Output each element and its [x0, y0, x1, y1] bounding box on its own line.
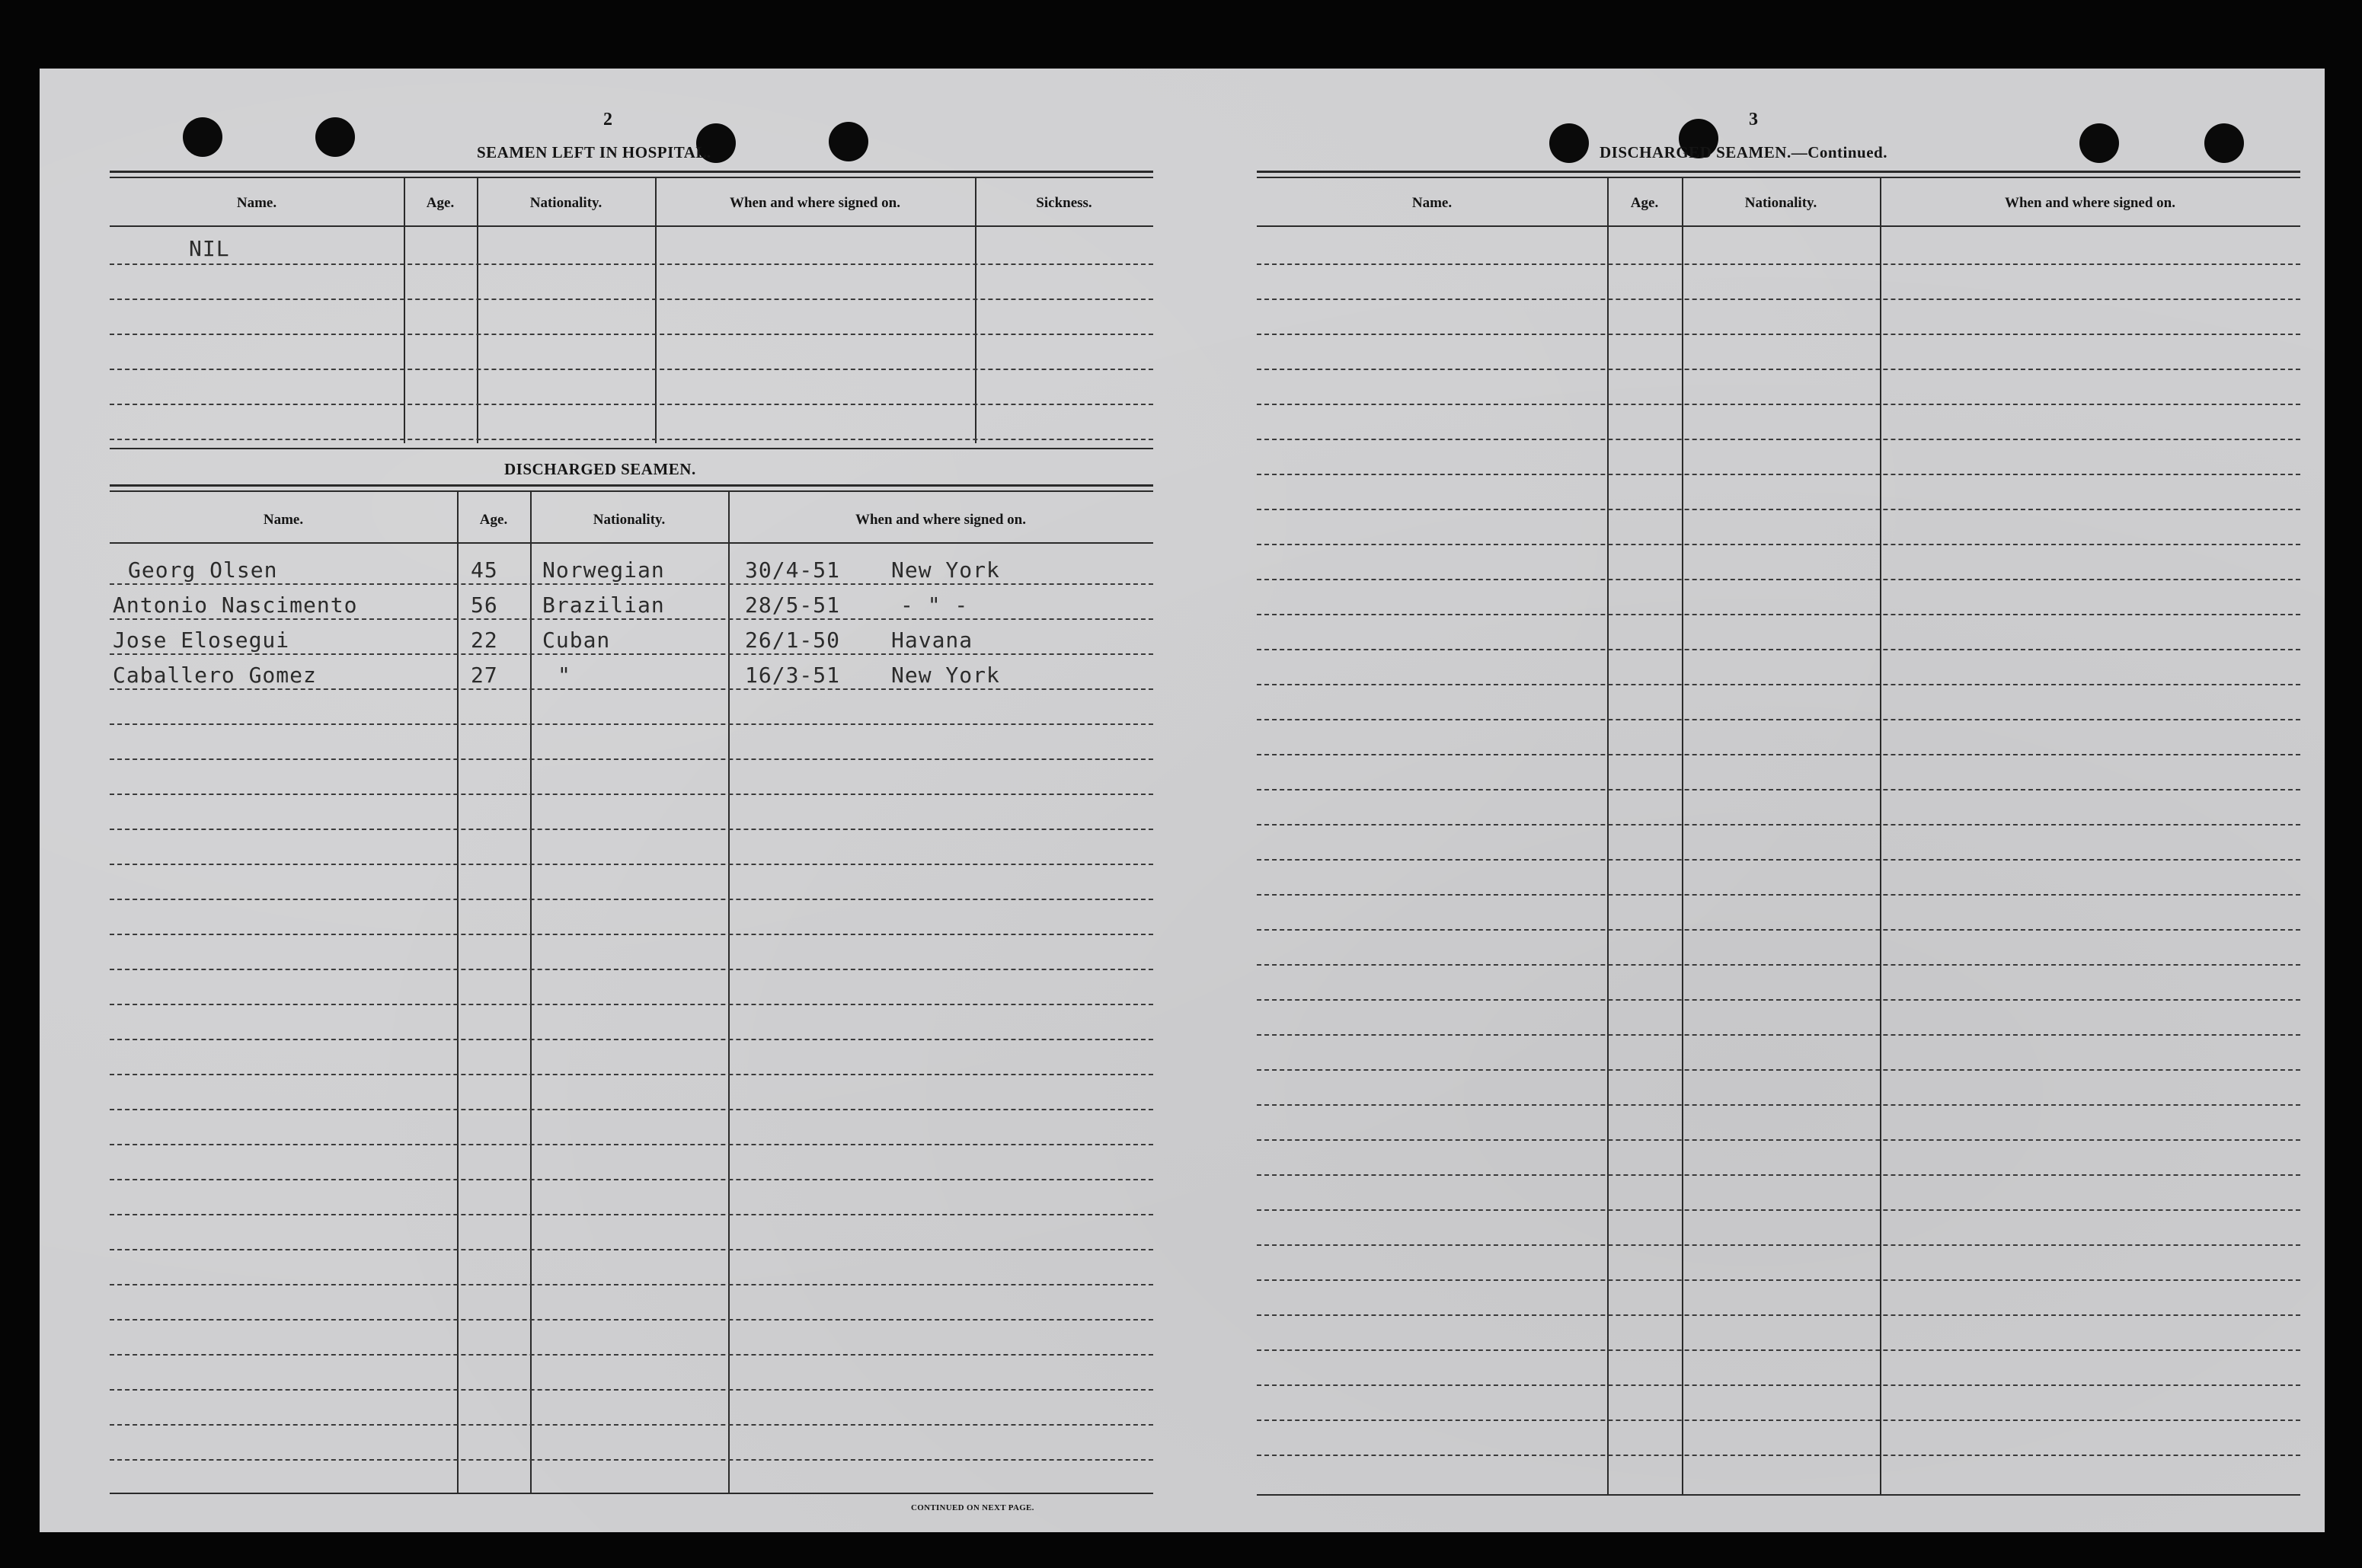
seaman-name: Caballero Gomez [113, 663, 317, 688]
entry-line [110, 934, 1153, 935]
entry-line [1257, 754, 2300, 755]
discharged-continued-heading: DISCHARGED SEAMEN.—Continued. [1600, 143, 1887, 161]
seaman-nationality: Norwegian [542, 557, 665, 583]
entry-line [110, 1179, 1153, 1180]
table-rule [1257, 177, 2300, 178]
table-rule [110, 490, 1153, 492]
column-header: When and where signed on. [2004, 195, 2175, 211]
entry-line [110, 688, 1153, 690]
table-rule [110, 225, 1153, 227]
column-header: Sickness. [1036, 195, 1092, 211]
table-rule [1257, 225, 2300, 227]
entry-line [110, 1109, 1153, 1110]
entry-line [110, 1249, 1153, 1250]
entry-line [1257, 334, 2300, 335]
punch-hole [315, 117, 355, 157]
seaman-age: 27 [471, 663, 498, 688]
entry-line [110, 899, 1153, 900]
entry-line [1257, 1349, 2300, 1351]
entry-line [110, 758, 1153, 760]
entry-line [110, 369, 1153, 370]
entry-line [110, 1004, 1153, 1005]
entry-line [110, 299, 1153, 300]
entry-line [110, 1284, 1153, 1285]
entry-line [110, 439, 1153, 440]
entry-line [1257, 369, 2300, 370]
seaman-age: 56 [471, 592, 498, 618]
left-page-number: 2 [603, 110, 612, 129]
column-divider [1880, 177, 1881, 1494]
column-header: When and where signed on. [729, 195, 900, 211]
entry-line [110, 829, 1153, 830]
entry-line [1257, 1069, 2300, 1071]
entry-line [110, 1039, 1153, 1040]
seaman-signed-date: 16/3-51 [745, 663, 841, 688]
entry-line [110, 1144, 1153, 1145]
seaman-signed-date: 30/4-51 [745, 557, 841, 583]
column-divider [1682, 177, 1683, 1494]
continued-footer: CONTINUED ON NEXT PAGE. [911, 1503, 1034, 1512]
entry-line [1257, 929, 2300, 931]
punch-hole [1549, 123, 1589, 163]
seaman-nationality: Brazilian [542, 592, 665, 618]
entry-line [1257, 859, 2300, 861]
entry-line [1257, 544, 2300, 545]
entry-line [1257, 404, 2300, 405]
column-header: Name. [263, 512, 304, 528]
entry-line [1257, 1174, 2300, 1176]
entry-line [1257, 1314, 2300, 1316]
table-rule [1257, 171, 2300, 173]
seaman-name: Jose Elosegui [113, 628, 290, 653]
seaman-nationality: " [558, 663, 571, 688]
table-rule [110, 448, 1153, 449]
seaman-nationality: Cuban [542, 628, 611, 653]
right-page-number: 3 [1749, 110, 1758, 129]
entry-line [1257, 789, 2300, 790]
entry-line [110, 794, 1153, 795]
entry-line [110, 583, 1153, 585]
punch-hole [2079, 123, 2119, 163]
entry-line [1257, 1034, 2300, 1036]
document-sheet [40, 69, 2325, 1532]
entry-line [110, 723, 1153, 725]
entry-line [1257, 999, 2300, 1001]
table-rule [110, 1493, 1153, 1494]
column-divider [530, 490, 532, 1494]
punch-hole [183, 117, 222, 157]
column-header: Age. [1630, 195, 1659, 211]
seaman-age: 22 [471, 628, 498, 653]
entry-line [1257, 1420, 2300, 1421]
seaman-signed-place: New York [891, 663, 1000, 688]
entry-line [1257, 1104, 2300, 1106]
entry-line [110, 1214, 1153, 1215]
entry-line [110, 969, 1153, 970]
column-header: Age. [426, 195, 455, 211]
seaman-signed-place: - " - [900, 592, 969, 618]
entry-line [110, 653, 1153, 655]
entry-line [1257, 299, 2300, 300]
column-header: Name. [236, 195, 277, 211]
column-header: Nationality. [593, 512, 666, 528]
seaman-name: Georg Olsen [128, 557, 278, 583]
entry-line [1257, 439, 2300, 440]
column-header: Nationality. [529, 195, 602, 211]
seaman-age: 45 [471, 557, 498, 583]
punch-hole [2204, 123, 2244, 163]
entry-line [1257, 263, 2300, 265]
column-header: Name. [1411, 195, 1453, 211]
seaman-signed-place: Havana [891, 628, 973, 653]
entry-line [1257, 509, 2300, 510]
entry-line [110, 1319, 1153, 1321]
entry-line [1257, 1244, 2300, 1246]
seaman-signed-date: 28/5-51 [745, 592, 841, 618]
column-header: Age. [479, 512, 508, 528]
entry-line [1257, 824, 2300, 826]
table-rule [110, 542, 1153, 544]
table-rule [110, 484, 1153, 487]
entry-line [110, 864, 1153, 865]
seaman-signed-date: 26/1-50 [745, 628, 841, 653]
table-rule [110, 171, 1153, 173]
column-header: Nationality. [1744, 195, 1817, 211]
entry-line [110, 1424, 1153, 1426]
entry-line [110, 1074, 1153, 1075]
entry-line [110, 334, 1153, 335]
entry-line [1257, 614, 2300, 615]
entry-line [110, 1354, 1153, 1356]
entry-line [110, 404, 1153, 405]
entry-line [110, 618, 1153, 620]
punch-hole [829, 122, 868, 161]
column-divider [1607, 177, 1609, 1494]
entry-line [110, 263, 1153, 265]
seaman-name: Antonio Nascimento [113, 592, 358, 618]
column-divider [728, 490, 730, 1494]
table-rule [1257, 1494, 2300, 1496]
hospital-section-heading: SEAMEN LEFT IN HOSPITAL. [477, 143, 711, 161]
table-rule [110, 177, 1153, 178]
entry-line [1257, 1209, 2300, 1211]
entry-line [1257, 649, 2300, 650]
entry-line [1257, 1279, 2300, 1281]
column-divider [457, 490, 459, 1494]
entry-line [1257, 474, 2300, 475]
discharged-section-heading: DISCHARGED SEAMEN. [504, 460, 696, 478]
column-header: When and where signed on. [855, 512, 1026, 528]
entry-line [1257, 579, 2300, 580]
entry-line [1257, 684, 2300, 685]
entry-line [110, 1389, 1153, 1391]
hospital-entry-nil: NIL [189, 236, 230, 261]
entry-line [1257, 1455, 2300, 1456]
entry-line [1257, 719, 2300, 720]
entry-line [1257, 1139, 2300, 1141]
entry-line [1257, 964, 2300, 966]
entry-line [1257, 894, 2300, 896]
seaman-signed-place: New York [891, 557, 1000, 583]
entry-line [1257, 1384, 2300, 1386]
entry-line [110, 1459, 1153, 1461]
